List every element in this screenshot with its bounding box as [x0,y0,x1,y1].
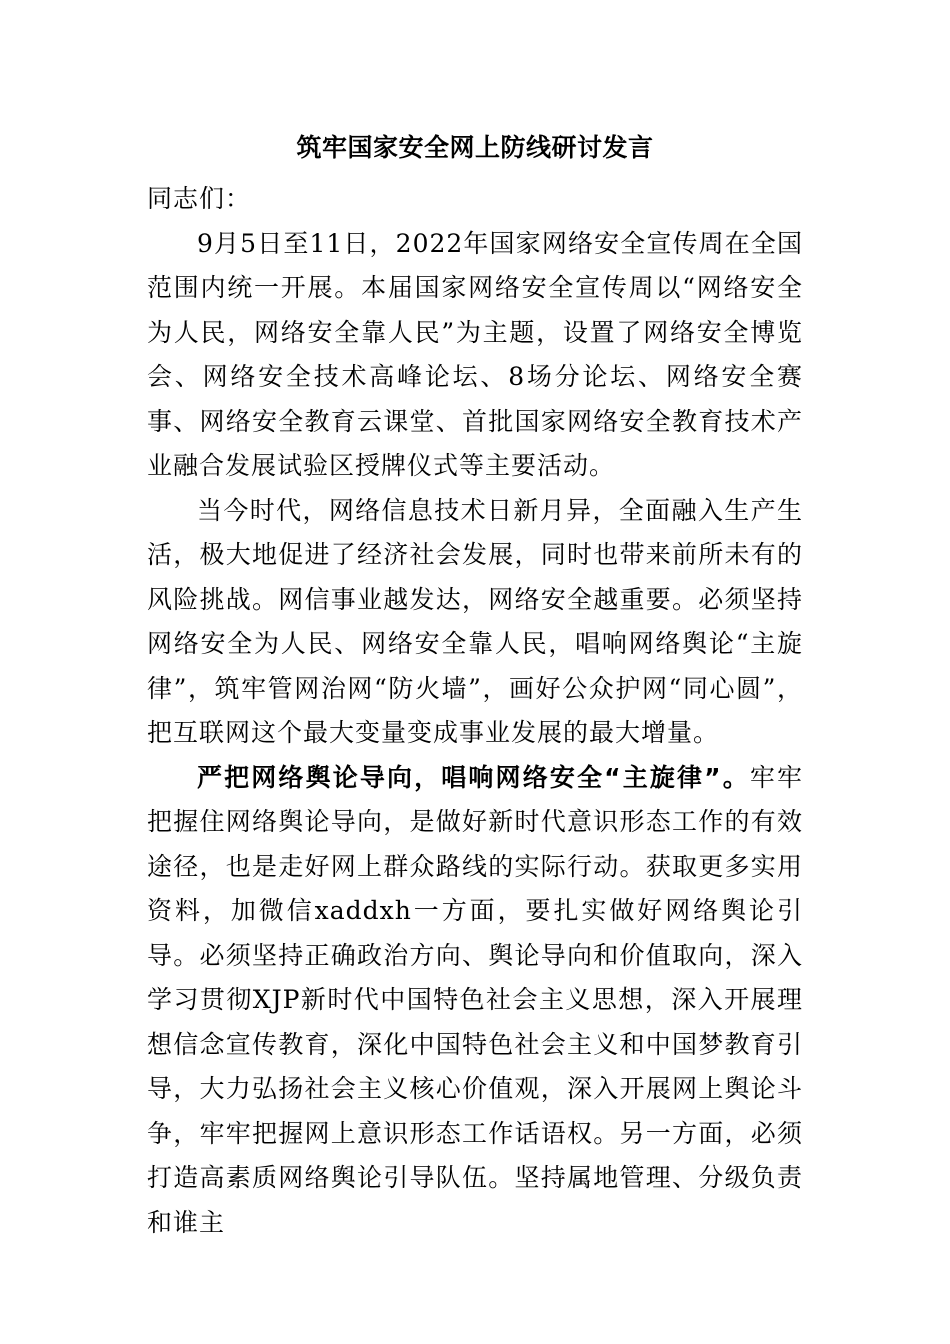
document-body [147,177,803,1245]
section-heading: 严把网络舆论导向，唱响网络安全“主旋律”。 [197,762,750,792]
section-text: 牢牢把握住网络舆论导向，是做好新时代意识形态工作的有效途径，也是走好网上群众路线的实际行动。获取更多实用资料，加微信xaddxh一方面，要扎实做好网络舆论引导。必须坚持正确政治方向、舆论导向和价值取向，深入学习贯彻XJP新时代中国特色社会主义思想，深入开展理想信念宣传教育，深化中国特色社会主义和中国梦教育引导，大力弘扬社会主义核心价值观，深入开展网上舆论斗争，牢牢把握网上意识形态工作话语权。另一方面，必须打造高素质网络舆论引导队伍。坚持属地管理、分级负责和谁主 [147,762,803,1237]
greeting: 同志们： [147,184,252,213]
paragraph-intro: 9月5日至11日，2022年国家网络安全宣传周在全国范围内统一开展。本届国家网络安全宣传周以“网络安全为人民，网络安全靠人民”为主题，设置了网络安全博览会、网络安全技术高峰论坛、8场分论坛、网络安全赛事、网络安全教育云课堂、首批国家网络安全教育技术产业融合发展试验区授牌仪式等主要活动。 [147,228,803,480]
paragraph-section-1 [147,756,803,1246]
document-title: 筑牢国家安全网上防线研讨发言 [296,133,654,162]
paragraph-context: 当今时代，网络信息技术日新月异，全面融入生产生活，极大地促进了经济社会发展，同时也带来前所未有的风险挑战。网信事业越发达，网络安全越重要。必须坚持网络安全为人民、网络安全靠人民，唱响网络舆论“主旋律”，筑牢管网治网“防火墙”，画好公众护网“同心圆”，把互联网这个最大变量变成事业发展的最大增量。 [147,495,803,747]
